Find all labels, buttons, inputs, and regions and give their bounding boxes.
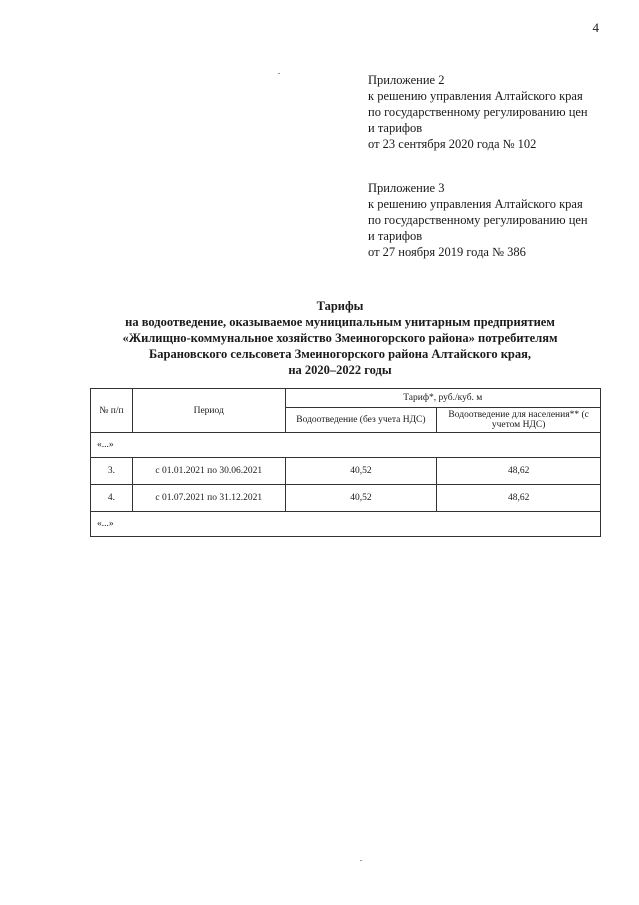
appendix-2-block (368, 72, 588, 152)
table-row (91, 485, 601, 512)
cell-period: с 01.01.2021 по 30.06.2021 (132, 458, 285, 485)
appendix-2-line: по государственному регулированию цен (368, 105, 588, 119)
appendix-3-line: и тарифов (368, 229, 423, 243)
title-line: «Жилищно-коммунальное хозяйство Змеиногорского района» потребителям (122, 331, 558, 345)
title-line: на водоотведение, оказываемое муниципальным унитарным предприятием (125, 315, 555, 329)
table-row-ellipsis (91, 512, 601, 537)
cell-period: с 01.07.2021 по 31.12.2021 (132, 485, 285, 512)
cell-population: 48,62 (437, 458, 601, 485)
table-header-row (91, 389, 601, 408)
header-num: № п/п (91, 389, 133, 433)
cell-population: 48,62 (437, 485, 601, 512)
title-line: Тарифы (316, 299, 364, 313)
header-tariff-no-vat: Водоотведение (без учета НДС) (285, 408, 437, 433)
tariff-table (90, 388, 601, 537)
appendix-3-line: от 27 ноября 2019 года № 386 (368, 245, 526, 259)
appendix-3-line: к решению управления Алтайского края (368, 197, 583, 211)
appendix-2-line: от 23 сентября 2020 года № 102 (368, 137, 537, 151)
table-row-ellipsis (91, 433, 601, 458)
appendix-3-line: Приложение 3 (368, 181, 445, 195)
page-number: 4 (592, 20, 599, 35)
table-row (91, 458, 601, 485)
appendix-3-block (368, 180, 588, 260)
appendix-3-line: по государственному регулированию цен (368, 213, 588, 227)
cell-num: 3. (91, 458, 133, 485)
scan-speck (360, 860, 362, 861)
appendix-2-line: и тарифов (368, 121, 423, 135)
header-period: Период (132, 389, 285, 433)
cell-num: 4. (91, 485, 133, 512)
appendix-2-line: Приложение 2 (368, 73, 445, 87)
ellipsis-cell: «...» (91, 433, 601, 458)
ellipsis-cell: «...» (91, 512, 601, 537)
title-line: Барановского сельсовета Змеиногорского района Алтайского края, (148, 347, 531, 361)
title-line: на 2020–2022 годы (288, 363, 392, 377)
cell-no-vat: 40,52 (285, 485, 437, 512)
document-title (60, 298, 620, 378)
header-tariff-group: Тариф*, руб./куб. м (285, 389, 600, 408)
scan-speck (278, 73, 280, 74)
header-tariff-population: Водоотведение для населения** (с учетом НДС) (437, 408, 601, 433)
cell-no-vat: 40,52 (285, 458, 437, 485)
appendix-2-line: к решению управления Алтайского края (368, 89, 583, 103)
